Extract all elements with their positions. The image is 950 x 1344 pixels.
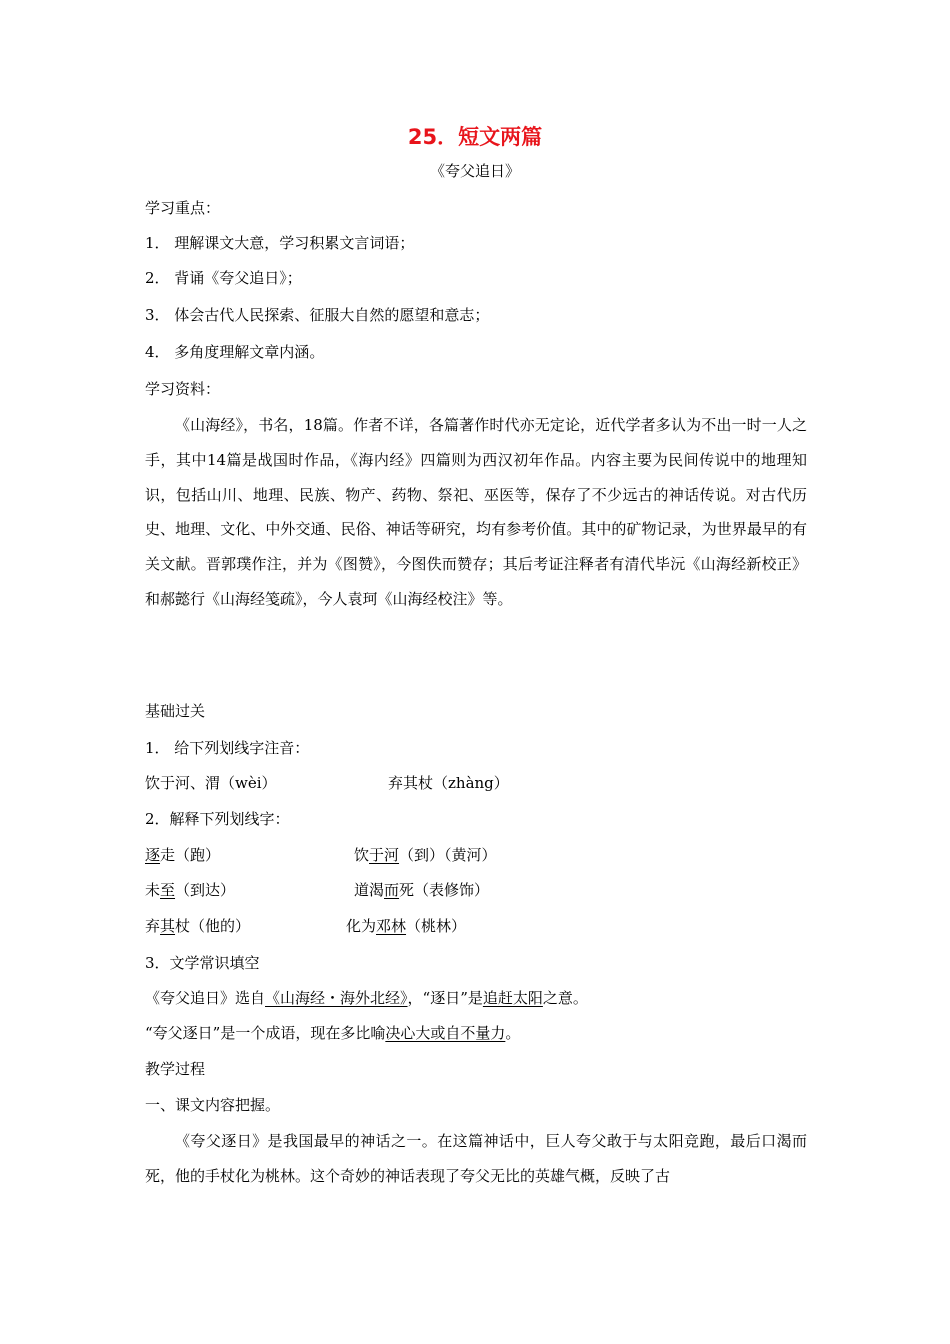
underlined-word: 而 [384, 881, 400, 899]
q2-row1-right [354, 844, 497, 866]
q3-line-1 [145, 987, 588, 1009]
q2-row2-left [145, 879, 235, 901]
text-prefix: 饮 [354, 846, 370, 864]
explanation: 走（跑） [160, 846, 221, 864]
material-heading: 学习资料： [145, 380, 221, 398]
material-paragraph: 《山海经》，书名，18篇。作者不详，各篇著作时代亦无定论，近代学者多认为不出一时一人之手，其中14篇是战国时作品，《海内经》四篇则为西汉初年作品。内容主要为民间传说中的地理知识，包括山川、地理、民族、物产、药物、祭祀、巫医等，保存了不少远古的神话传说。对古代历史、地理、文化、中外交通、民俗、神话等研究，均有参考价值。其中的矿物记录，为世界最早的有关文献。晋郭璞作注，并为《图赞》，今图佚而赞存；其后考证注释者有清代毕沅《山海经新校正》和郝懿行《山海经笺疏》，今人袁珂《山海经校注》等。 [145, 416, 807, 608]
underlined-word: 邓林 [376, 917, 407, 935]
text-segment: ，“逐日”是 [407, 989, 483, 1007]
focus-heading: 学习重点： [145, 199, 221, 217]
q2-row1-left [145, 844, 220, 866]
explanation: （桃林） [406, 917, 467, 935]
text-prefix: 化为 [346, 917, 377, 935]
underlined-word: 其 [160, 917, 176, 935]
underlined-answer: 决心大或自不量力 [385, 1024, 506, 1042]
basics-heading: 基础过关 [145, 702, 206, 720]
q2-label: 2．解释下列划线字： [145, 810, 290, 828]
text-segment: 《夸父追日》选自 [145, 989, 266, 1007]
text-prefix: 道渴 [354, 881, 385, 899]
explanation: 死（表修饰） [399, 881, 490, 899]
q1-item-left: 饮于河、渭（wèi） [145, 774, 277, 792]
text-segment: “夸父逐日”是一个成语，现在多比喻 [145, 1024, 386, 1042]
underlined-answer: 追赶太阳 [482, 989, 543, 1007]
page-title: 25．短文两篇 [407, 125, 543, 149]
q2-row3-left [145, 915, 250, 937]
process-paragraph: 《夸父逐日》是我国最早的神话之一。在这篇神话中，巨人夸父敢于与太阳竞跑，最后口渴而死，他的手杖化为桃林。这个奇妙的神话表现了夸父无比的英雄气概，反映了古 [145, 1132, 807, 1185]
explanation: （到达） [175, 881, 236, 899]
q2-row2-right [354, 879, 489, 901]
focus-item-1: 1． 理解课文大意，学习积累文言词语； [145, 234, 415, 252]
focus-item-2: 2． 背诵《夸父追日》； [145, 269, 302, 287]
q1-item-right: 弃其杖（zhàng） [388, 774, 509, 792]
explanation: （到）（黄河） [399, 846, 497, 864]
text-prefix: 弃 [145, 917, 161, 935]
q3-line-2 [145, 1022, 520, 1044]
q3-label: 3．文学常识填空 [145, 954, 260, 972]
underlined-word: 逐 [145, 846, 161, 864]
process-heading: 教学过程 [145, 1060, 206, 1078]
underlined-word: 于河 [369, 846, 400, 864]
q1-label: 1． 给下列划线字注音： [145, 739, 310, 757]
lesson-subtitle: 《夸父追日》 [429, 162, 520, 180]
explanation: 杖（他的） [175, 917, 251, 935]
focus-item-4: 4． 多角度理解文章内涵。 [145, 343, 325, 361]
q2-row3-right [346, 915, 466, 937]
focus-item-3: 3． 体会古代人民探索、征服大自然的愿望和意志； [145, 306, 490, 324]
text-prefix: 未 [145, 881, 161, 899]
section-1-heading: 一、课文内容把握。 [145, 1096, 281, 1114]
underlined-answer: 《山海经・海外北经》 [265, 989, 408, 1007]
text-segment: 之意。 [542, 989, 588, 1007]
underlined-word: 至 [160, 881, 176, 899]
text-segment: 。 [505, 1024, 521, 1042]
